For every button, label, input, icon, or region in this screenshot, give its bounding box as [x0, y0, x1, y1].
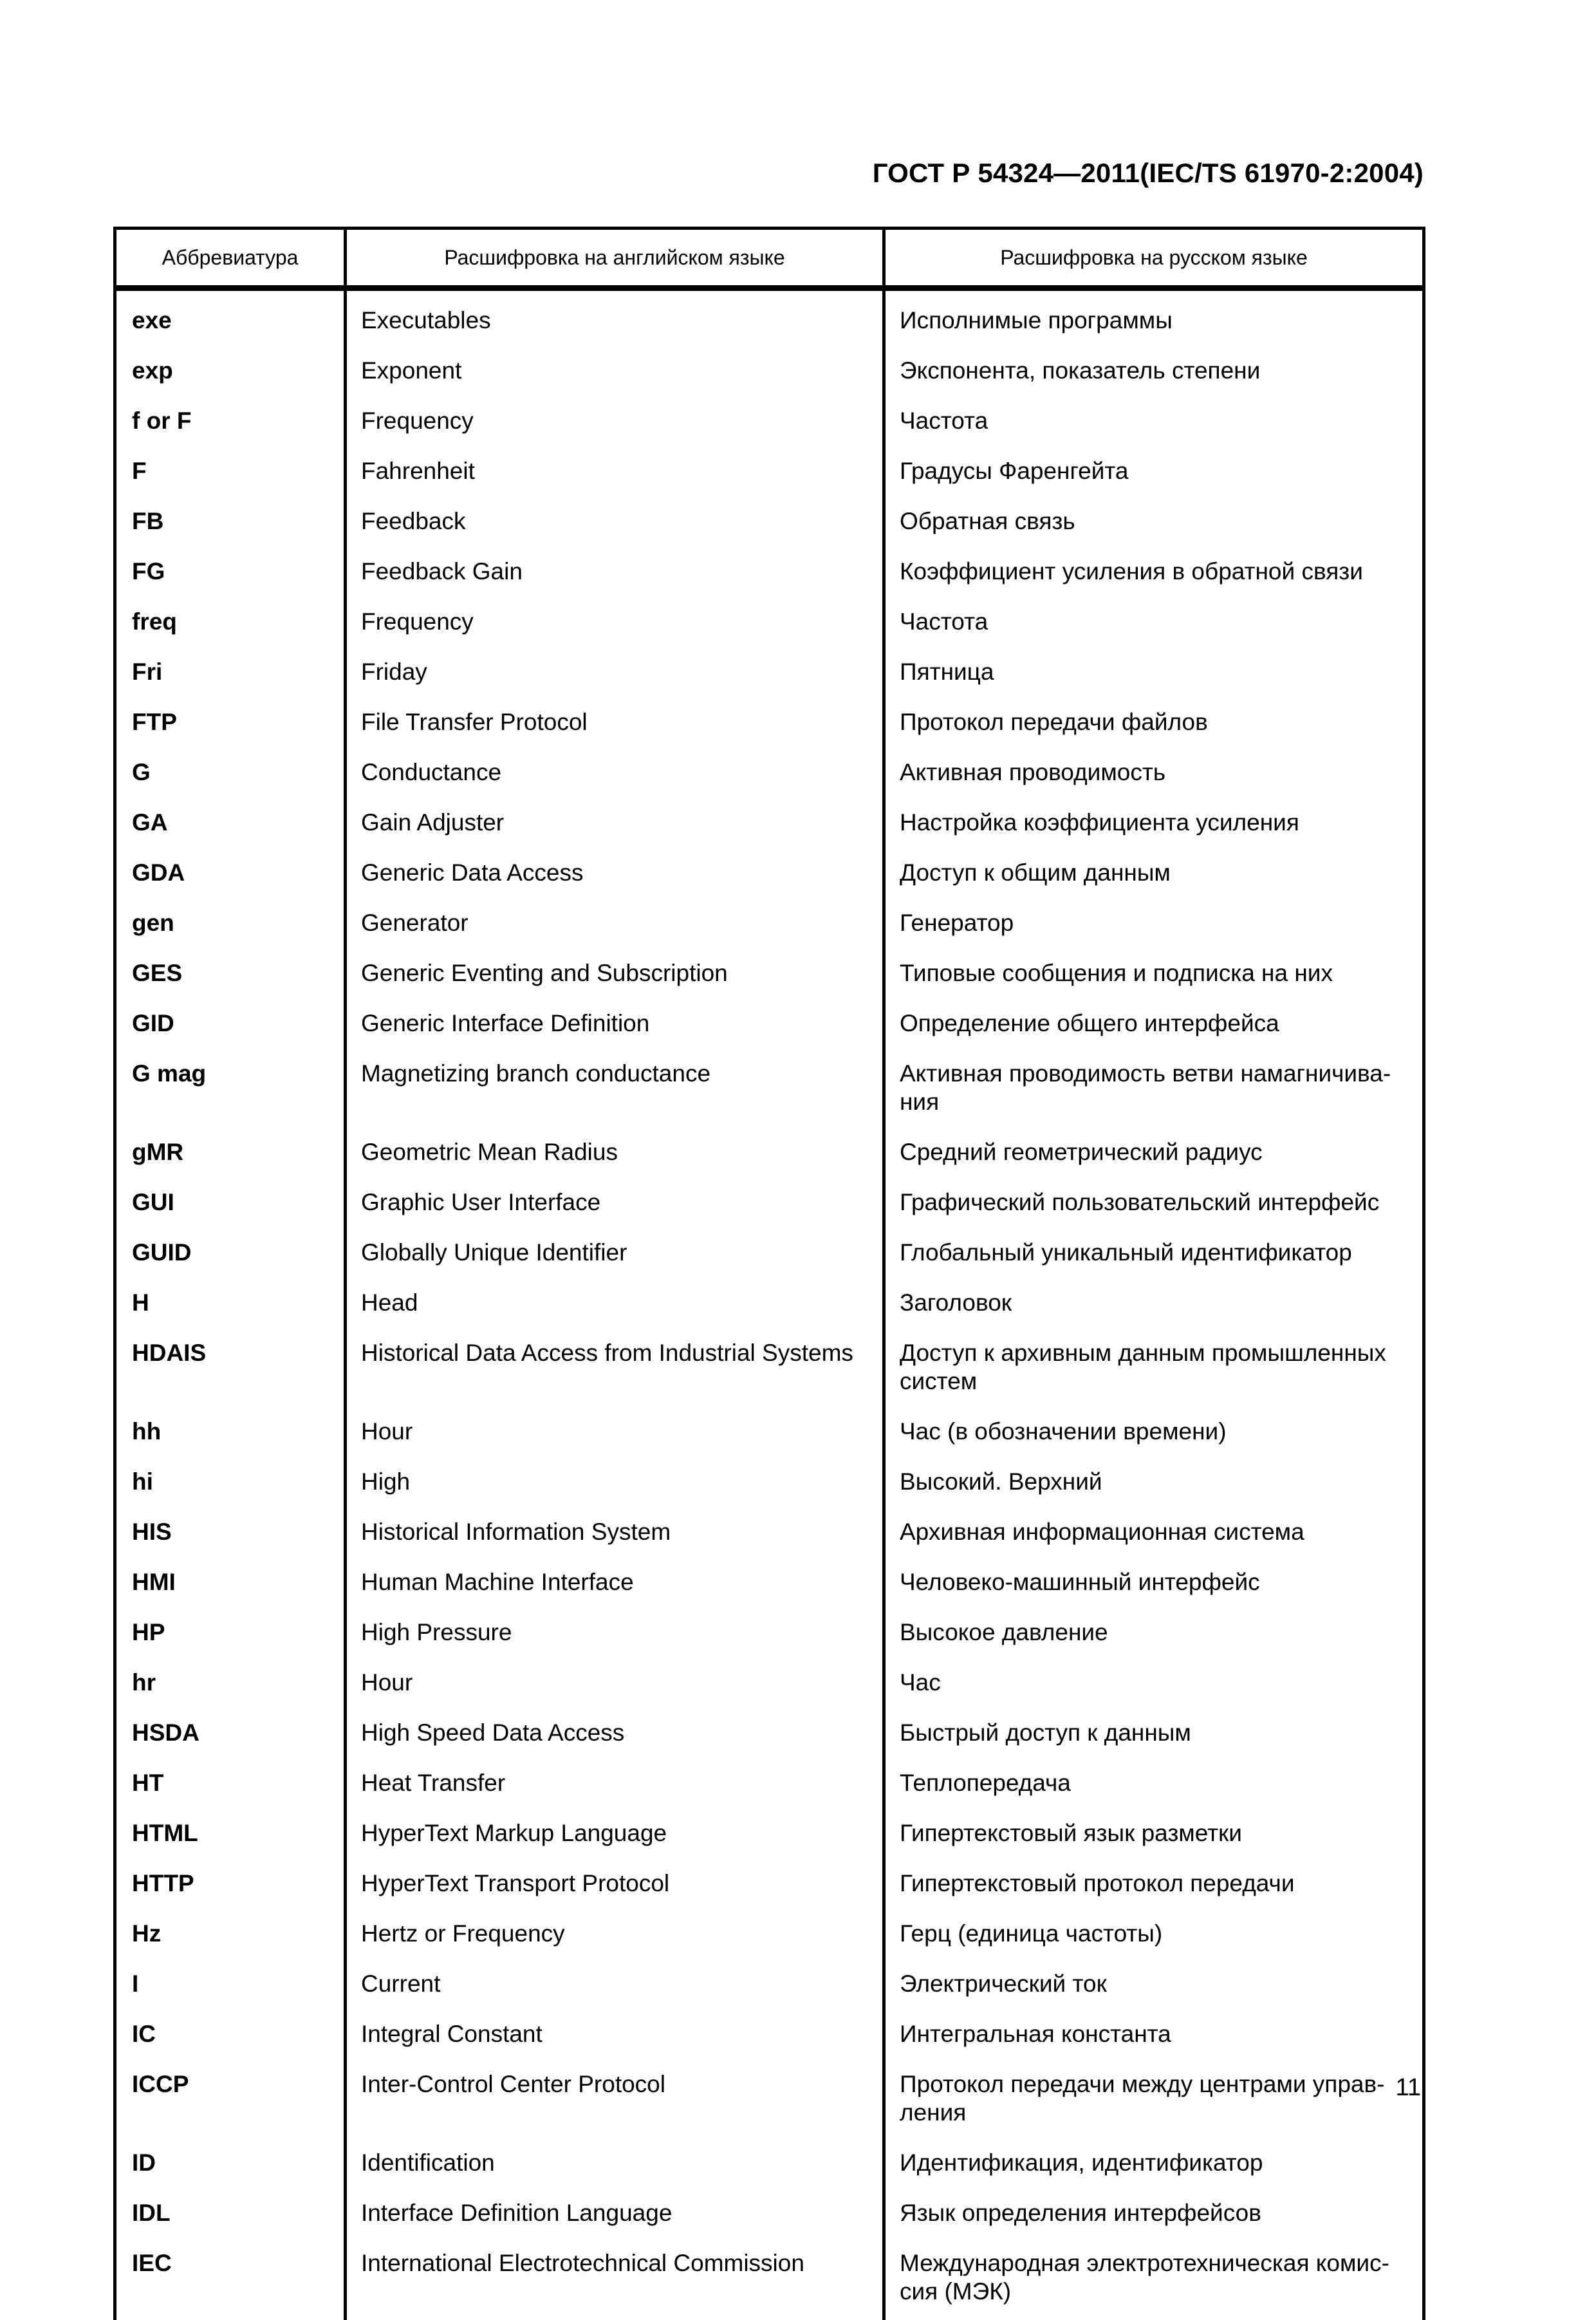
english-cell: Generic Data Access [346, 851, 884, 901]
abbreviation-cell: ICCP [115, 2063, 346, 2141]
english-cell: Hour [346, 1410, 884, 1460]
english-cell: Human Machine Interface [346, 1560, 884, 1611]
abbreviation-cell: gMR [115, 1130, 346, 1181]
abbreviation-cell: FB [115, 500, 346, 550]
english-cell: Historical Information System [346, 1510, 884, 1560]
russian-cell: Исполнимые программы [884, 288, 1424, 350]
russian-cell: Обратная связь [884, 500, 1424, 550]
english-cell: Heat Transfer [346, 1761, 884, 1811]
english-cell: HyperText Transport Protocol [346, 1862, 884, 1912]
table-row [115, 1002, 1424, 1052]
russian-cell: Теплопередача [884, 1761, 1424, 1811]
table-row [115, 1962, 1424, 2012]
table-body [115, 288, 1424, 2320]
abbreviation-cell: HT [115, 1761, 346, 1811]
table-row [115, 600, 1424, 650]
table-row [115, 1460, 1424, 1510]
table-row [115, 2012, 1424, 2063]
russian-cell: Глобальный уникальный идентификатор [884, 1231, 1424, 1281]
abbreviation-cell: freq [115, 600, 346, 650]
english-cell: Inter-Control Center Protocol [346, 2063, 884, 2141]
abbreviation-cell: FTP [115, 700, 346, 751]
english-cell: High Speed Data Access [346, 1711, 884, 1761]
english-cell: Gain Adjuster [346, 801, 884, 851]
table-row [115, 1410, 1424, 1460]
russian-cell: Частота [884, 600, 1424, 650]
table-row [115, 901, 1424, 951]
abbreviation-cell: F [115, 449, 346, 500]
abbreviation-cell: hi [115, 1460, 346, 1510]
english-cell: Generator [346, 901, 884, 951]
table-row [115, 1862, 1424, 1912]
russian-cell: Час (в обозначении времени) [884, 1410, 1424, 1460]
abbreviation-cell: HIS [115, 1510, 346, 1560]
table-row [115, 1811, 1424, 1862]
english-cell: Executables [346, 288, 884, 350]
english-cell: Geometric Mean Radius [346, 1130, 884, 1181]
english-cell: Feedback Gain [346, 550, 884, 600]
table-row [115, 1130, 1424, 1181]
abbreviation-cell: HDAIS [115, 1331, 346, 1410]
table-row [115, 801, 1424, 851]
russian-cell: Доступ к архивным данным промышленных систем [884, 1331, 1424, 1410]
russian-cell: Гипертекстовый протокол передачи [884, 1862, 1424, 1912]
abbreviation-cell: f or F [115, 399, 346, 449]
abbreviation-cell: exe [115, 288, 346, 350]
abbreviation-cell: exp [115, 349, 346, 399]
russian-cell: Экспонента, показатель степени [884, 349, 1424, 399]
russian-cell: Час [884, 1661, 1424, 1711]
russian-cell: Пятница [884, 650, 1424, 700]
table-row [115, 449, 1424, 500]
russian-cell: Настройка коэффициента усиления [884, 801, 1424, 851]
english-cell: Frequency [346, 600, 884, 650]
table-row [115, 1052, 1424, 1130]
english-cell: Integral Constant [346, 2012, 884, 2063]
russian-cell: Международная электротехническая комис-сия (МЭК) [884, 2241, 1424, 2320]
table-row [115, 2141, 1424, 2191]
column-header-abbreviation: Аббревиатура [115, 229, 346, 288]
english-cell: Interface Definition Language [346, 2191, 884, 2241]
english-cell: Exponent [346, 349, 884, 399]
english-cell: Head [346, 1281, 884, 1331]
abbreviation-cell: hh [115, 1410, 346, 1460]
table-row [115, 851, 1424, 901]
table-row [115, 1181, 1424, 1231]
table-row [115, 2241, 1424, 2320]
english-cell: Hour [346, 1661, 884, 1711]
english-cell: High Pressure [346, 1611, 884, 1661]
english-cell: Current [346, 1962, 884, 2012]
english-cell: File Transfer Protocol [346, 700, 884, 751]
english-cell: HyperText Markup Language [346, 1811, 884, 1862]
abbreviation-cell: I [115, 1962, 346, 2012]
table-row [115, 951, 1424, 1002]
russian-cell: Графический пользовательский интерфейс [884, 1181, 1424, 1231]
russian-cell: Средний геометрический радиус [884, 1130, 1424, 1181]
table-row [115, 1560, 1424, 1611]
abbreviation-cell: FG [115, 550, 346, 600]
english-cell: Friday [346, 650, 884, 700]
english-cell: Identification [346, 2141, 884, 2191]
russian-cell: Высокое давление [884, 1611, 1424, 1661]
table-row [115, 1661, 1424, 1711]
english-cell: International Electrotechnical Commission [346, 2241, 884, 2320]
abbreviation-cell: IC [115, 2012, 346, 2063]
abbreviation-cell: HMI [115, 1560, 346, 1611]
abbreviation-cell: IEC [115, 2241, 346, 2320]
abbreviation-cell: GUI [115, 1181, 346, 1231]
russian-cell: Интегральная константа [884, 2012, 1424, 2063]
table-row [115, 2063, 1424, 2141]
table-row [115, 550, 1424, 600]
abbreviation-cell: GUID [115, 1231, 346, 1281]
page-number: 11 [1396, 2074, 1421, 2102]
english-cell: Feedback [346, 500, 884, 550]
table-row [115, 650, 1424, 700]
russian-cell: Доступ к общим данным [884, 851, 1424, 901]
russian-cell: Человеко-машинный интерфейс [884, 1560, 1424, 1611]
abbreviation-cell: IDL [115, 2191, 346, 2241]
russian-cell: Активная проводимость ветви намагничива-ния [884, 1052, 1424, 1130]
english-cell: Fahrenheit [346, 449, 884, 500]
table-row [115, 1281, 1424, 1331]
abbreviation-table [113, 227, 1425, 2320]
table-row [115, 700, 1424, 751]
abbreviation-cell: GID [115, 1002, 346, 1052]
table-header [115, 229, 1424, 288]
english-cell: Generic Eventing and Subscription [346, 951, 884, 1002]
abbreviation-cell: GA [115, 801, 346, 851]
table-row [115, 2191, 1424, 2241]
table-row [115, 1611, 1424, 1661]
abbreviation-cell: Hz [115, 1912, 346, 1962]
table-row [115, 500, 1424, 550]
table-row [115, 1761, 1424, 1811]
abbreviation-cell: Fri [115, 650, 346, 700]
english-cell: Graphic User Interface [346, 1181, 884, 1231]
russian-cell: Протокол передачи между центрами управ-ления [884, 2063, 1424, 2141]
russian-cell: Язык определения интерфейсов [884, 2191, 1424, 2241]
table-row [115, 1331, 1424, 1410]
russian-cell: Определение общего интерфейса [884, 1002, 1424, 1052]
russian-cell: Архивная информационная система [884, 1510, 1424, 1560]
table-row [115, 1231, 1424, 1281]
english-cell: Conductance [346, 751, 884, 801]
abbreviation-cell: HTML [115, 1811, 346, 1862]
document-header: ГОСТ Р 54324—2011(IEC/TS 61970-2:2004) [873, 158, 1424, 189]
russian-cell: Активная проводимость [884, 751, 1424, 801]
russian-cell: Коэффициент усиления в обратной связи [884, 550, 1424, 600]
abbreviation-cell: GES [115, 951, 346, 1002]
russian-cell: Гипертекстовый язык разметки [884, 1811, 1424, 1862]
russian-cell: Идентификация, идентификатор [884, 2141, 1424, 2191]
table-row [115, 1711, 1424, 1761]
column-header-russian: Расшифровка на русском языке [884, 229, 1424, 288]
english-cell: Historical Data Access from Industrial Systems [346, 1331, 884, 1410]
abbreviation-cell: ID [115, 2141, 346, 2191]
table-row [115, 288, 1424, 350]
russian-cell: Генератор [884, 901, 1424, 951]
russian-cell: Быстрый доступ к данным [884, 1711, 1424, 1761]
english-cell: Globally Unique Identifier [346, 1231, 884, 1281]
english-cell: Frequency [346, 399, 884, 449]
table-row [115, 1912, 1424, 1962]
abbreviation-cell: hr [115, 1661, 346, 1711]
russian-cell: Заголовок [884, 1281, 1424, 1331]
abbreviation-cell: GDA [115, 851, 346, 901]
english-cell: Hertz or Frequency [346, 1912, 884, 1962]
table-row [115, 751, 1424, 801]
russian-cell: Градусы Фаренгейта [884, 449, 1424, 500]
table-row [115, 349, 1424, 399]
abbreviation-cell: HP [115, 1611, 346, 1661]
table-row [115, 399, 1424, 449]
english-cell: Magnetizing branch conductance [346, 1052, 884, 1130]
english-cell: Generic Interface Definition [346, 1002, 884, 1052]
english-cell: High [346, 1460, 884, 1510]
russian-cell: Электрический ток [884, 1962, 1424, 2012]
russian-cell: Высокий. Верхний [884, 1460, 1424, 1510]
abbreviation-cell: G mag [115, 1052, 346, 1130]
table-header-row [115, 229, 1424, 288]
abbreviation-cell: HTTP [115, 1862, 346, 1912]
table-row [115, 1510, 1424, 1560]
abbreviation-cell: G [115, 751, 346, 801]
russian-cell: Частота [884, 399, 1424, 449]
column-header-english: Расшифровка на английском языке [346, 229, 884, 288]
abbreviation-cell: HSDA [115, 1711, 346, 1761]
abbreviation-cell: gen [115, 901, 346, 951]
russian-cell: Типовые сообщения и подписка на них [884, 951, 1424, 1002]
abbreviation-cell: H [115, 1281, 346, 1331]
russian-cell: Герц (единица частоты) [884, 1912, 1424, 1962]
russian-cell: Протокол передачи файлов [884, 700, 1424, 751]
